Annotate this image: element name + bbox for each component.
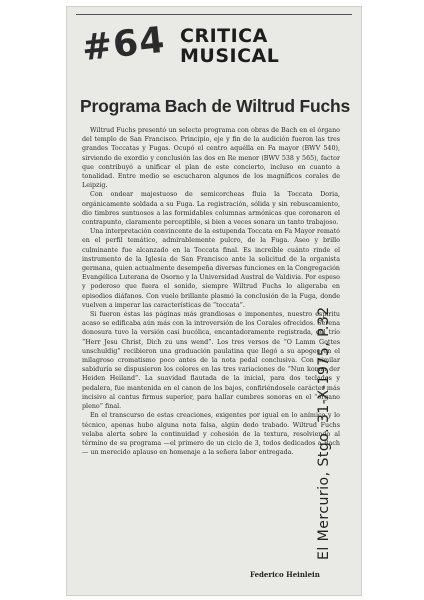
handwritten-source-note: El Mercurio, Stgo. 31-X-1975, P.32 bbox=[316, 306, 332, 560]
masthead-line2: MUSICAL bbox=[180, 45, 280, 67]
author-signature: Federico Heinlein bbox=[250, 570, 320, 579]
clipping-top-rule bbox=[76, 14, 352, 15]
paragraph-1: Wiltrud Fuchs presentó un selecto programa con obras de Bach en el órgano del templo de San Francisco. Principio, eje y fin de la audición fueron las tres grandes Toccatas y Fugas. Ocupó el centro aquélla en Fa mayor (BWV 540), sirviendo de exordio y conclusión las dos en Re menor (BWV 538 y 565), factor que contribuyó a unificar el plan de este concierto, incluso en cuanto a tonalidad. Entre medio se escucharon algunos de los magníficos corales de Leipzig. bbox=[82, 127, 340, 190]
section-masthead bbox=[180, 26, 350, 66]
handwritten-number: #64 bbox=[80, 19, 168, 70]
paragraph-2: Con ondear majestuoso de semicorcheas fluía la Toccata Doria, orgánicamente soldada a su Fuga. La registración, sólida y sin rebuscamiento, dio timbres suntuosos a las formidables columnas armónicas que coronaron el contrapunto, claramente perceptible, si bien a veces sonara un tanto trabajoso. bbox=[82, 191, 340, 227]
article-title: Programa Bach de Wiltrud Fuchs bbox=[80, 96, 351, 116]
paragraph-4: Si fueron éstas las páginas más grandiosas e imponentes, nuestro espíritu acaso se edificaba aún más con la introversión de los Corales ofrecidos. Serena donosura tuvo la versión casi bucólica, encantadoramente registrada, del trío “Herr Jesu Christ, Dich zu uns wend”. Los tres versos de “O Lamm Gottes unschuldig” recibieron una graduación paulatina que llegó a su apogeo en el milagroso cromatismo poco antes de la nota pedal conclusiva. Con similar sabiduría se dispusieron los colores en las tres variaciones de “Nun komm der Heiden Heiland”. La suavidad flautada de la inicial, para dos teclados y pedalera, fue mantenida en el canon de los bajos, confiriéndosele carácter más incisivo al cantus firmus superior, para hallar cumbres sonoras en el “órgano pleno” final. bbox=[82, 311, 340, 411]
paragraph-3: Una interpretación convincente de la estupenda Toccata en Fa Mayor remató en el perfil temático, admirablemente pulcro, de la Fuga. Aseo y brillo culminante fue alcanzado en la Toccata final. Es increíble cuánto rinde el instrumento de la Iglesia de San Francisco ante la solicitud de la organista germana, quien actualmente desempeña diversas funciones en la Congregación Evangélica Luterana de Osorno y la Universidad Austral de Valdivia. Por espeso y poderoso que fuera el sonido, siempre Wiltrud Fuchs lo aligeraba en episodios diáfanos. Con vuelo brillante plasmó la conclusión de la Fuga, donde vuelven a imperar las características de “toccata”. bbox=[82, 228, 340, 309]
paragraph-5: En el transcurso de estas creaciones, exigentes por igual en lo anímico y lo técnico, apenas hubo alguna nota falsa, algún dedo trabado. Wiltrud Fuchs velaba alerta sobre la continuidad y cohesión de la textura, resolviendo al término de su programa —el primero de un ciclo de 3, todos dedicados a Bach— un merecido aplauso en homenaje a la señera labor entregada. bbox=[82, 412, 340, 457]
article-body bbox=[82, 126, 340, 457]
masthead-line1: CRITICA bbox=[180, 25, 268, 47]
